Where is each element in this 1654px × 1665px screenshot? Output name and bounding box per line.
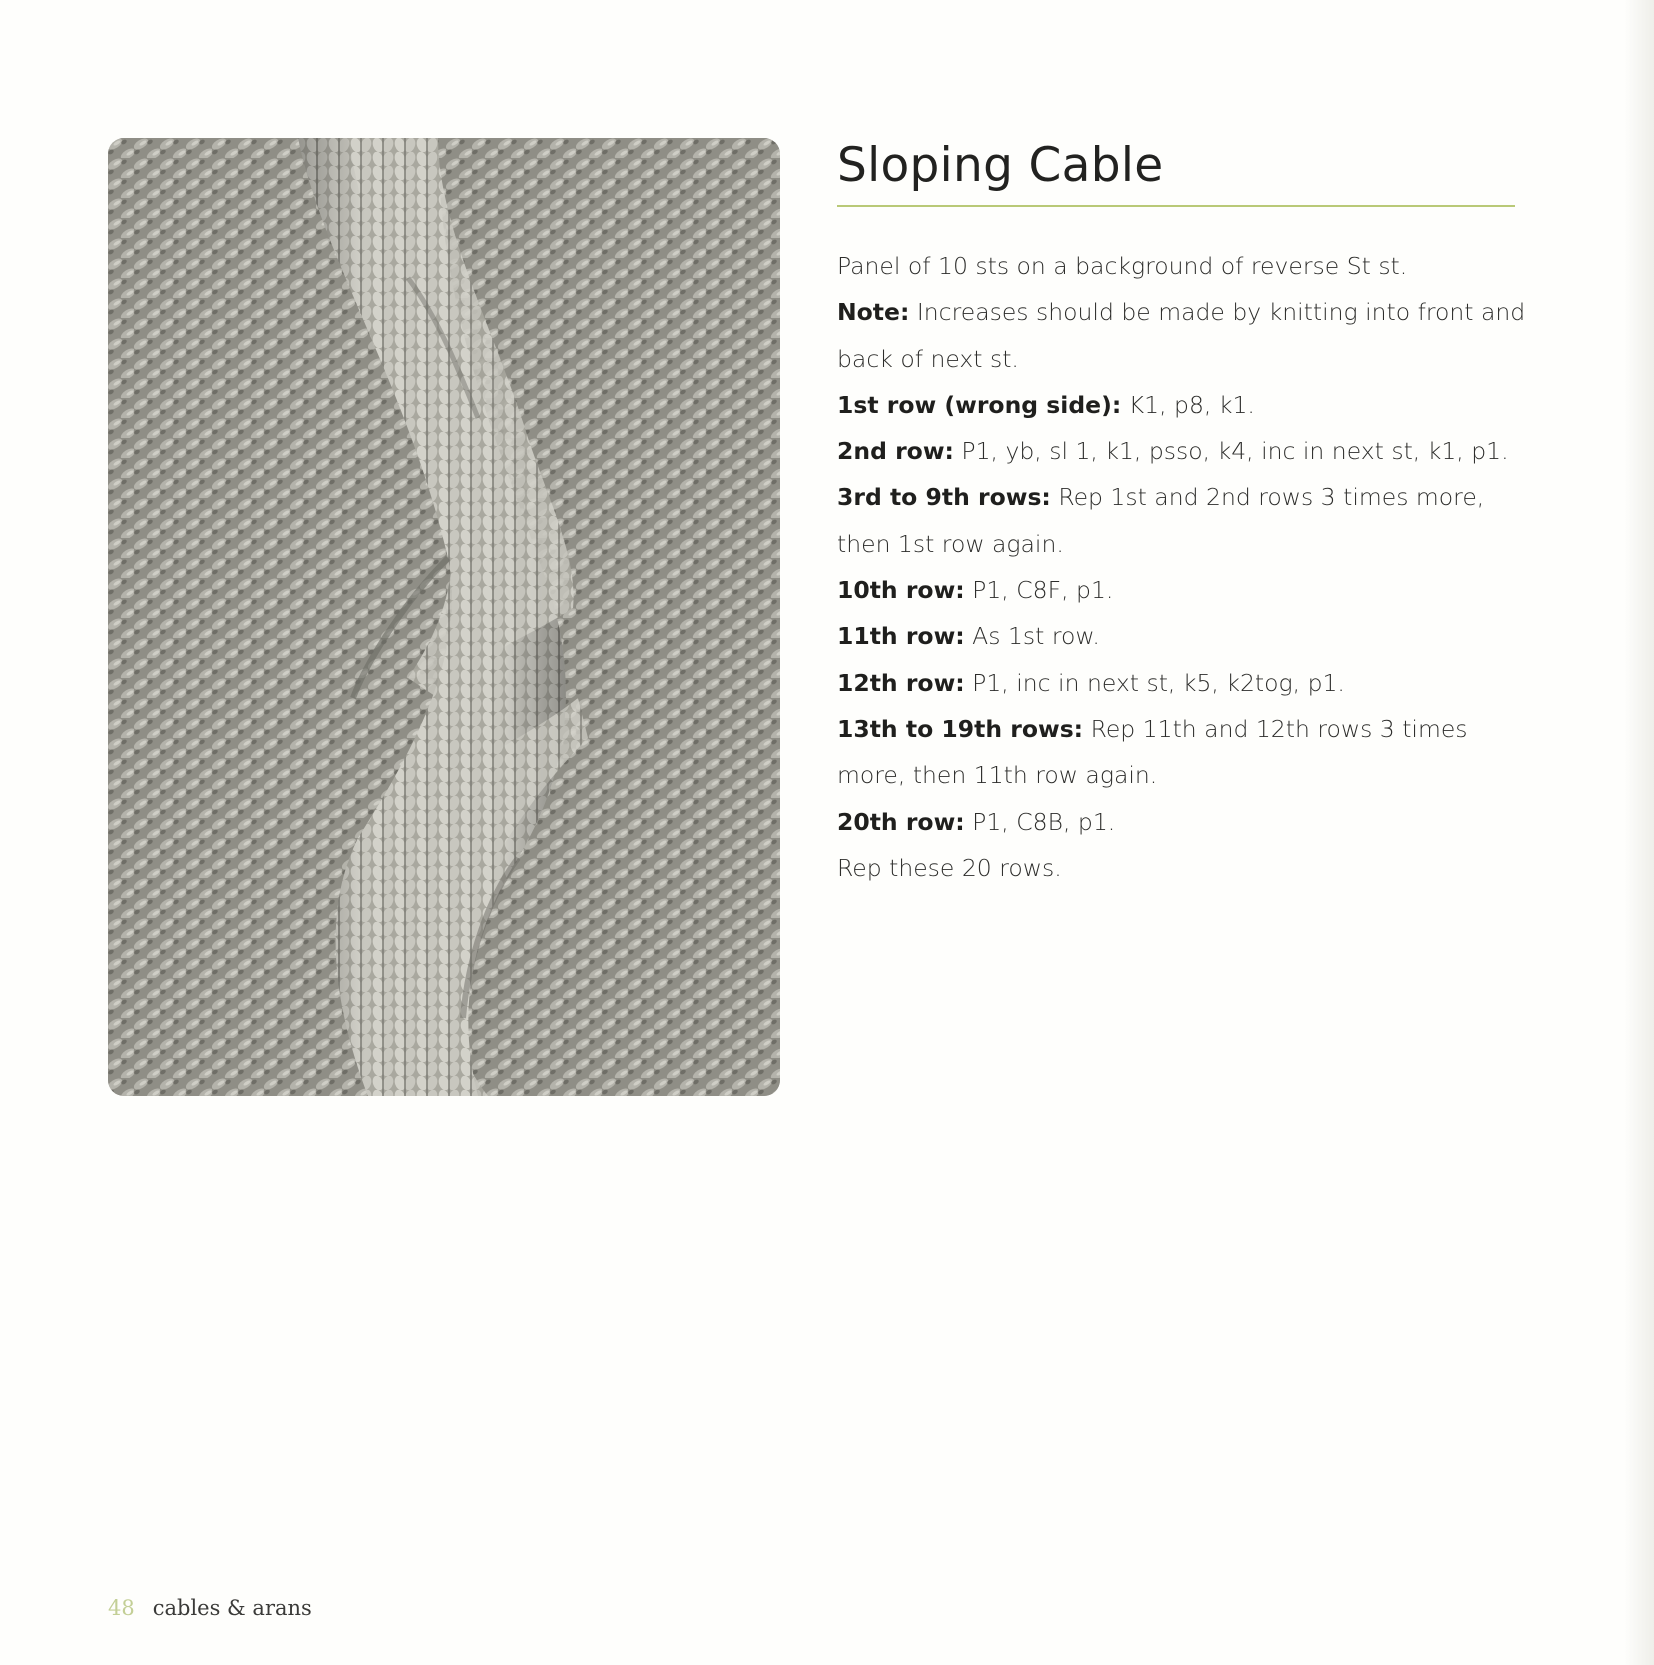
instruction-label: 2nd row: bbox=[837, 437, 954, 466]
page-number: 48 bbox=[108, 1596, 135, 1620]
cable-swatch-photo bbox=[108, 138, 780, 1096]
instruction-line bbox=[837, 474, 1527, 567]
instruction-text: Increases should be made by knitting into front and back of next st. bbox=[837, 298, 1526, 373]
cable-swatch-illustration bbox=[108, 138, 780, 1096]
instruction-line bbox=[837, 845, 1527, 891]
instruction-text: P1, inc in next st, k5, k2tog, p1. bbox=[964, 668, 1345, 697]
pattern-title: Sloping Cable bbox=[837, 138, 1164, 193]
page-footer bbox=[108, 1596, 312, 1620]
instruction-line bbox=[837, 660, 1527, 706]
instruction-text: P1, C8B, p1. bbox=[964, 807, 1116, 836]
page-edge-shadow bbox=[1624, 0, 1654, 1665]
instruction-text: Rep these 20 rows. bbox=[837, 853, 1062, 882]
instruction-line bbox=[837, 289, 1527, 382]
instruction-text: P1, yb, sl 1, k1, psso, k4, inc in next st, k1, p1. bbox=[953, 437, 1509, 466]
instruction-label: 12th row: bbox=[837, 668, 965, 697]
instruction-label: 1st row (wrong side): bbox=[837, 390, 1122, 419]
instruction-text: Panel of 10 sts on a background of reverse St st. bbox=[837, 252, 1408, 280]
instruction-text: Rep 1st and 2nd rows 3 times more, then 1st row again. bbox=[837, 483, 1485, 558]
instruction-line bbox=[837, 428, 1527, 474]
pattern-instructions bbox=[837, 243, 1527, 891]
instruction-line bbox=[837, 613, 1527, 659]
instruction-text: P1, C8F, p1. bbox=[964, 576, 1114, 605]
instruction-label: 11th row: bbox=[837, 622, 965, 651]
instruction-line bbox=[837, 567, 1527, 613]
instruction-label: 3rd to 9th rows: bbox=[837, 483, 1051, 512]
instruction-line bbox=[837, 382, 1527, 428]
instruction-label: 13th to 19th rows: bbox=[837, 714, 1084, 743]
instruction-text: K1, p8, k1. bbox=[1121, 390, 1255, 419]
instruction-label: 20th row: bbox=[837, 807, 965, 836]
instruction-text: As 1st row. bbox=[964, 622, 1100, 651]
instruction-line bbox=[837, 799, 1527, 845]
instruction-label: Note: bbox=[837, 298, 910, 327]
instruction-line bbox=[837, 706, 1527, 799]
instruction-label: 10th row: bbox=[837, 576, 965, 605]
instruction-text: Rep 11th and 12th rows 3 times more, then 11th row again. bbox=[837, 714, 1468, 790]
instruction-line bbox=[837, 243, 1527, 289]
title-underline bbox=[837, 205, 1515, 207]
section-name: cables & arans bbox=[152, 1596, 312, 1620]
